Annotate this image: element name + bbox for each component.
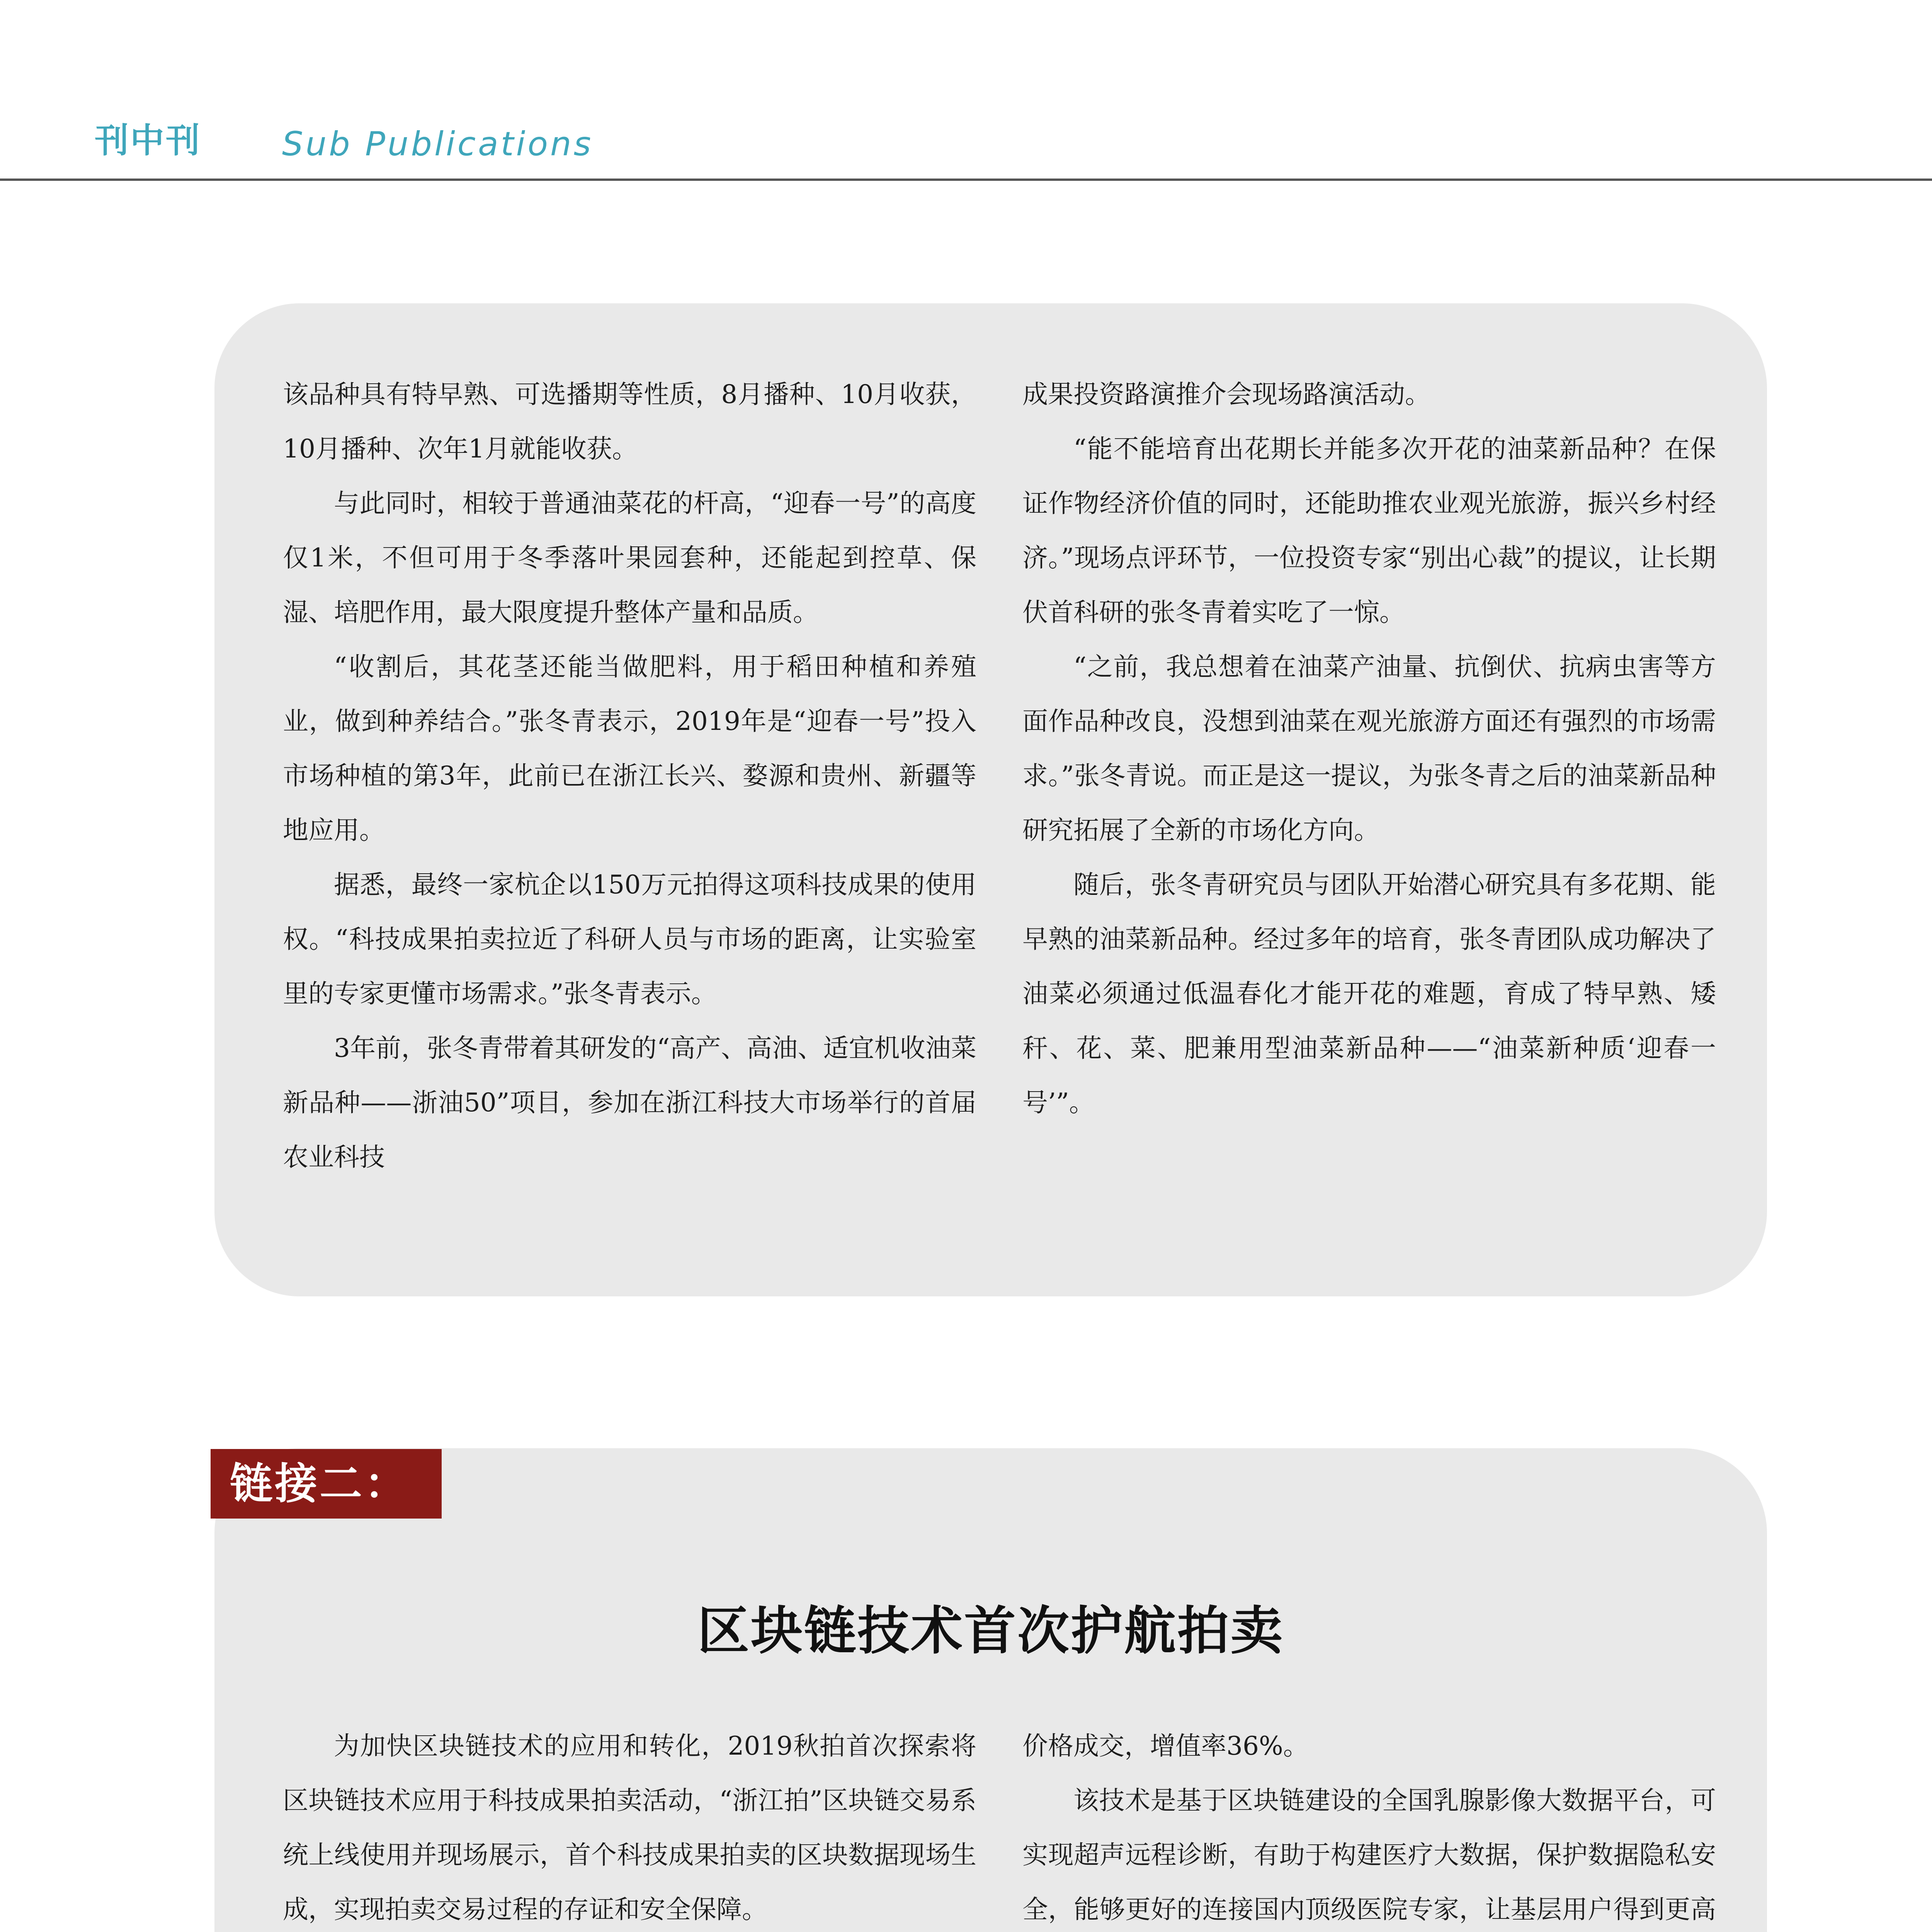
section-title-cn: 刊中刊: [95, 121, 202, 160]
box1-left-column: [283, 367, 976, 1184]
paragraph: 3年前，张冬青带着其研发的“高产、高油、适宜机收油菜新品种——浙油50”项目，参加在浙江科技大市场举行的首届农业科技: [283, 1033, 976, 1172]
paragraph: 与此同时，相较于普通油菜花的杆高，“迎春一号”的高度仅1米，不但可用于冬季落叶果园套种，还能起到控草、保湿、培肥作用，最大限度提升整体产量和品质。: [283, 488, 976, 627]
paragraph: 该技术是基于区块链建设的全国乳腺影像大数据平台，可实现超声远程诊断，有助于构建医疗大数据，保护数据隐私安全，能够更好的连接国内顶级医院专家，让基层用户得到更高: [1022, 1786, 1716, 1924]
box1-right-column: [1022, 367, 1716, 1130]
paragraph: 据悉，最终一家杭企以150万元拍得这项科技成果的使用权。“科技成果拍卖拉近了科研人员与市场的距离，让实验室里的专家更懂市场需求。”张冬青表示。: [283, 870, 976, 1009]
paragraph: “能不能培育出花期长并能多次开花的油菜新品种？在保证作物经济价值的同时，还能助推农业观光旅游，振兴乡村经济。”现场点评环节，一位投资专家“别出心裁”的提议，让长期伏首科研的张冬青着实吃了一惊。: [1022, 434, 1716, 627]
header-rule: [0, 179, 1932, 181]
page-header: [0, 0, 1932, 182]
link-two-tag: 链接二：: [211, 1449, 442, 1519]
article-title: 区块链技术首次护航拍卖: [697, 1600, 1284, 1661]
paragraph: 为加快区块链技术的应用和转化，2019秋拍首次探索将区块链技术应用于科技成果拍卖活动，“浙江拍”区块链交易系统上线使用并现场展示，首个科技成果拍卖的区块数据现场生成，实现拍卖交易过程的存证和安全保障。: [283, 1731, 976, 1924]
paragraph: 随后，张冬青研究员与团队开始潜心研究具有多花期、能早熟的油菜新品种。经过多年的培育，张冬青团队成功解决了油菜必须通过低温春化才能开花的难题，育成了特早熟、矮秆、花、菜、肥兼用型油菜新品种——“油菜新种质‘迎春一号’”。: [1022, 870, 1716, 1117]
section-title-en: Sub Publications: [282, 125, 594, 163]
article-box-2: [214, 1448, 1767, 1932]
paragraph: “收割后，其花茎还能当做肥料，用于稻田种植和养殖业，做到种养结合。”张冬青表示，2019年是“迎春一号”投入市场种植的第3年，此前已在浙江长兴、婺源和贵州、新疆等地应用。: [283, 652, 976, 845]
paragraph: 价格成交，增值率36%。: [1022, 1731, 1309, 1761]
paragraph: “之前，我总想着在油菜产油量、抗倒伏、抗病虫害等方面作品种改良，没想到油菜在观光旅游方面还有强烈的市场需求。”张冬青说。而正是这一提议，为张冬青之后的油菜新品种研究拓展了全新的市场化方向。: [1022, 652, 1716, 845]
box2-right-column: [1022, 1719, 1716, 1932]
article-box-1: [214, 303, 1767, 1296]
paragraph: 成果投资路演推介会现场路演活动。: [1022, 379, 1430, 409]
paragraph: 该品种具有特早熟、可选播期等性质，8月播种、10月收获，10月播种、次年1月就能收获。: [283, 379, 976, 464]
box2-left-column: [283, 1719, 976, 1932]
